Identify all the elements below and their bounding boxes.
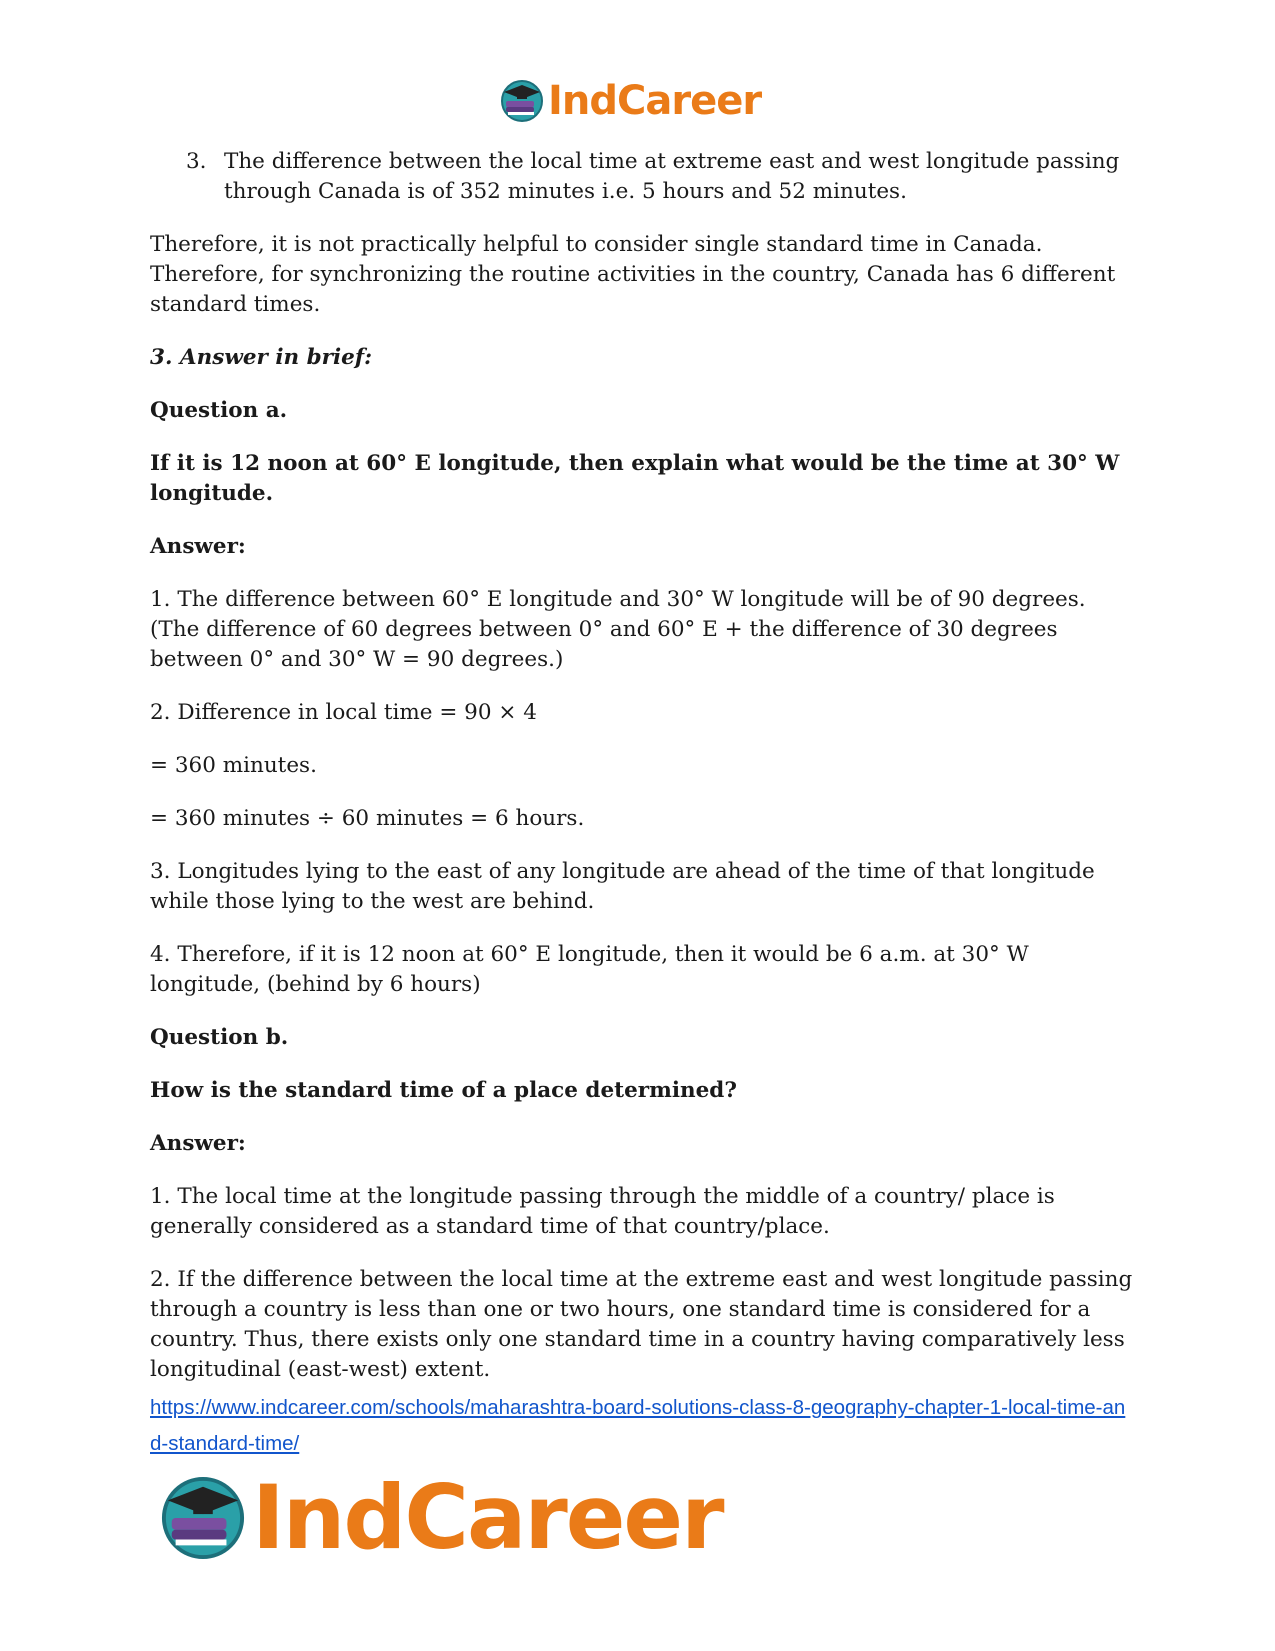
answer-a-point: 4. Therefore, if it is 12 noon at 60° E longitude, then it would be 6 a.m. at 30° W longitude, (behind by 6 hours) [150,942,1029,997]
question-b-label: Question b. [150,1025,289,1050]
answer-a-point: = 360 minutes ÷ 60 minutes = 6 hours. [150,806,585,831]
source-url-link[interactable]: https://www.indcareer.com/schools/maharashtra-board-solutions-class-8-geography-chapter-1-local-time-and-standard-time/ [150,1396,1126,1455]
graduation-cap-books-globe-icon [500,79,544,123]
answer-b-point: 1. The local time at the longitude passing through the middle of a country/ place is generally considered as a standard time of that country/place. [150,1184,1055,1239]
answer-b-point: 2. If the difference between the local time at the extreme east and west longitude passing through a country is less than one or two hours, one standard time is considered for a country. Thus, there exists only one standard time in a country having comparatively less longitudinal (east-west) extent. [150,1267,1133,1382]
answer-a-point: 2. Difference in local time = 90 × 4 [150,700,537,725]
graduation-cap-books-globe-icon [160,1475,246,1561]
question-b-text: How is the standard time of a place determined? [150,1078,737,1103]
list-item-number: 3. [186,149,207,174]
list-item-text: The difference between the local time at extreme east and west longitude passing through Canada is of 352 minutes i.e. 5 hours and 52 minutes. [224,149,1120,204]
footer-logo-text: IndCareer [252,1466,723,1569]
answer-b-label: Answer: [150,1131,246,1156]
answer-a-label: Answer: [150,534,246,559]
footer-logo [160,1466,723,1569]
document-body [150,147,1135,1408]
question-a-text: If it is 12 noon at 60° E longitude, then explain what would be the time at 30° W longitude. [150,451,1120,506]
answer-a-point: 1. The difference between 60° E longitude and 30° W longitude will be of 90 degrees. (The difference of 60 degrees between 0° and 60° E + the difference of 30 degrees between 0° and 30° W = 90 degrees.) [150,587,1086,672]
conclusion-paragraph: Therefore, it is not practically helpful to consider single standard time in Canada. Therefore, for synchronizing the routine activities in the country, Canada has 6 different standard times. [150,232,1116,317]
question-a-label: Question a. [150,398,288,423]
list-item [186,147,1135,207]
answer-a-point: 3. Longitudes lying to the east of any longitude are ahead of the time of that longitude while those lying to the west are behind. [150,859,1095,914]
header-logo [500,78,761,124]
answer-a-point: = 360 minutes. [150,753,317,778]
header-logo-text: IndCareer [548,78,762,124]
section-heading: 3. Answer in brief: [150,345,373,370]
